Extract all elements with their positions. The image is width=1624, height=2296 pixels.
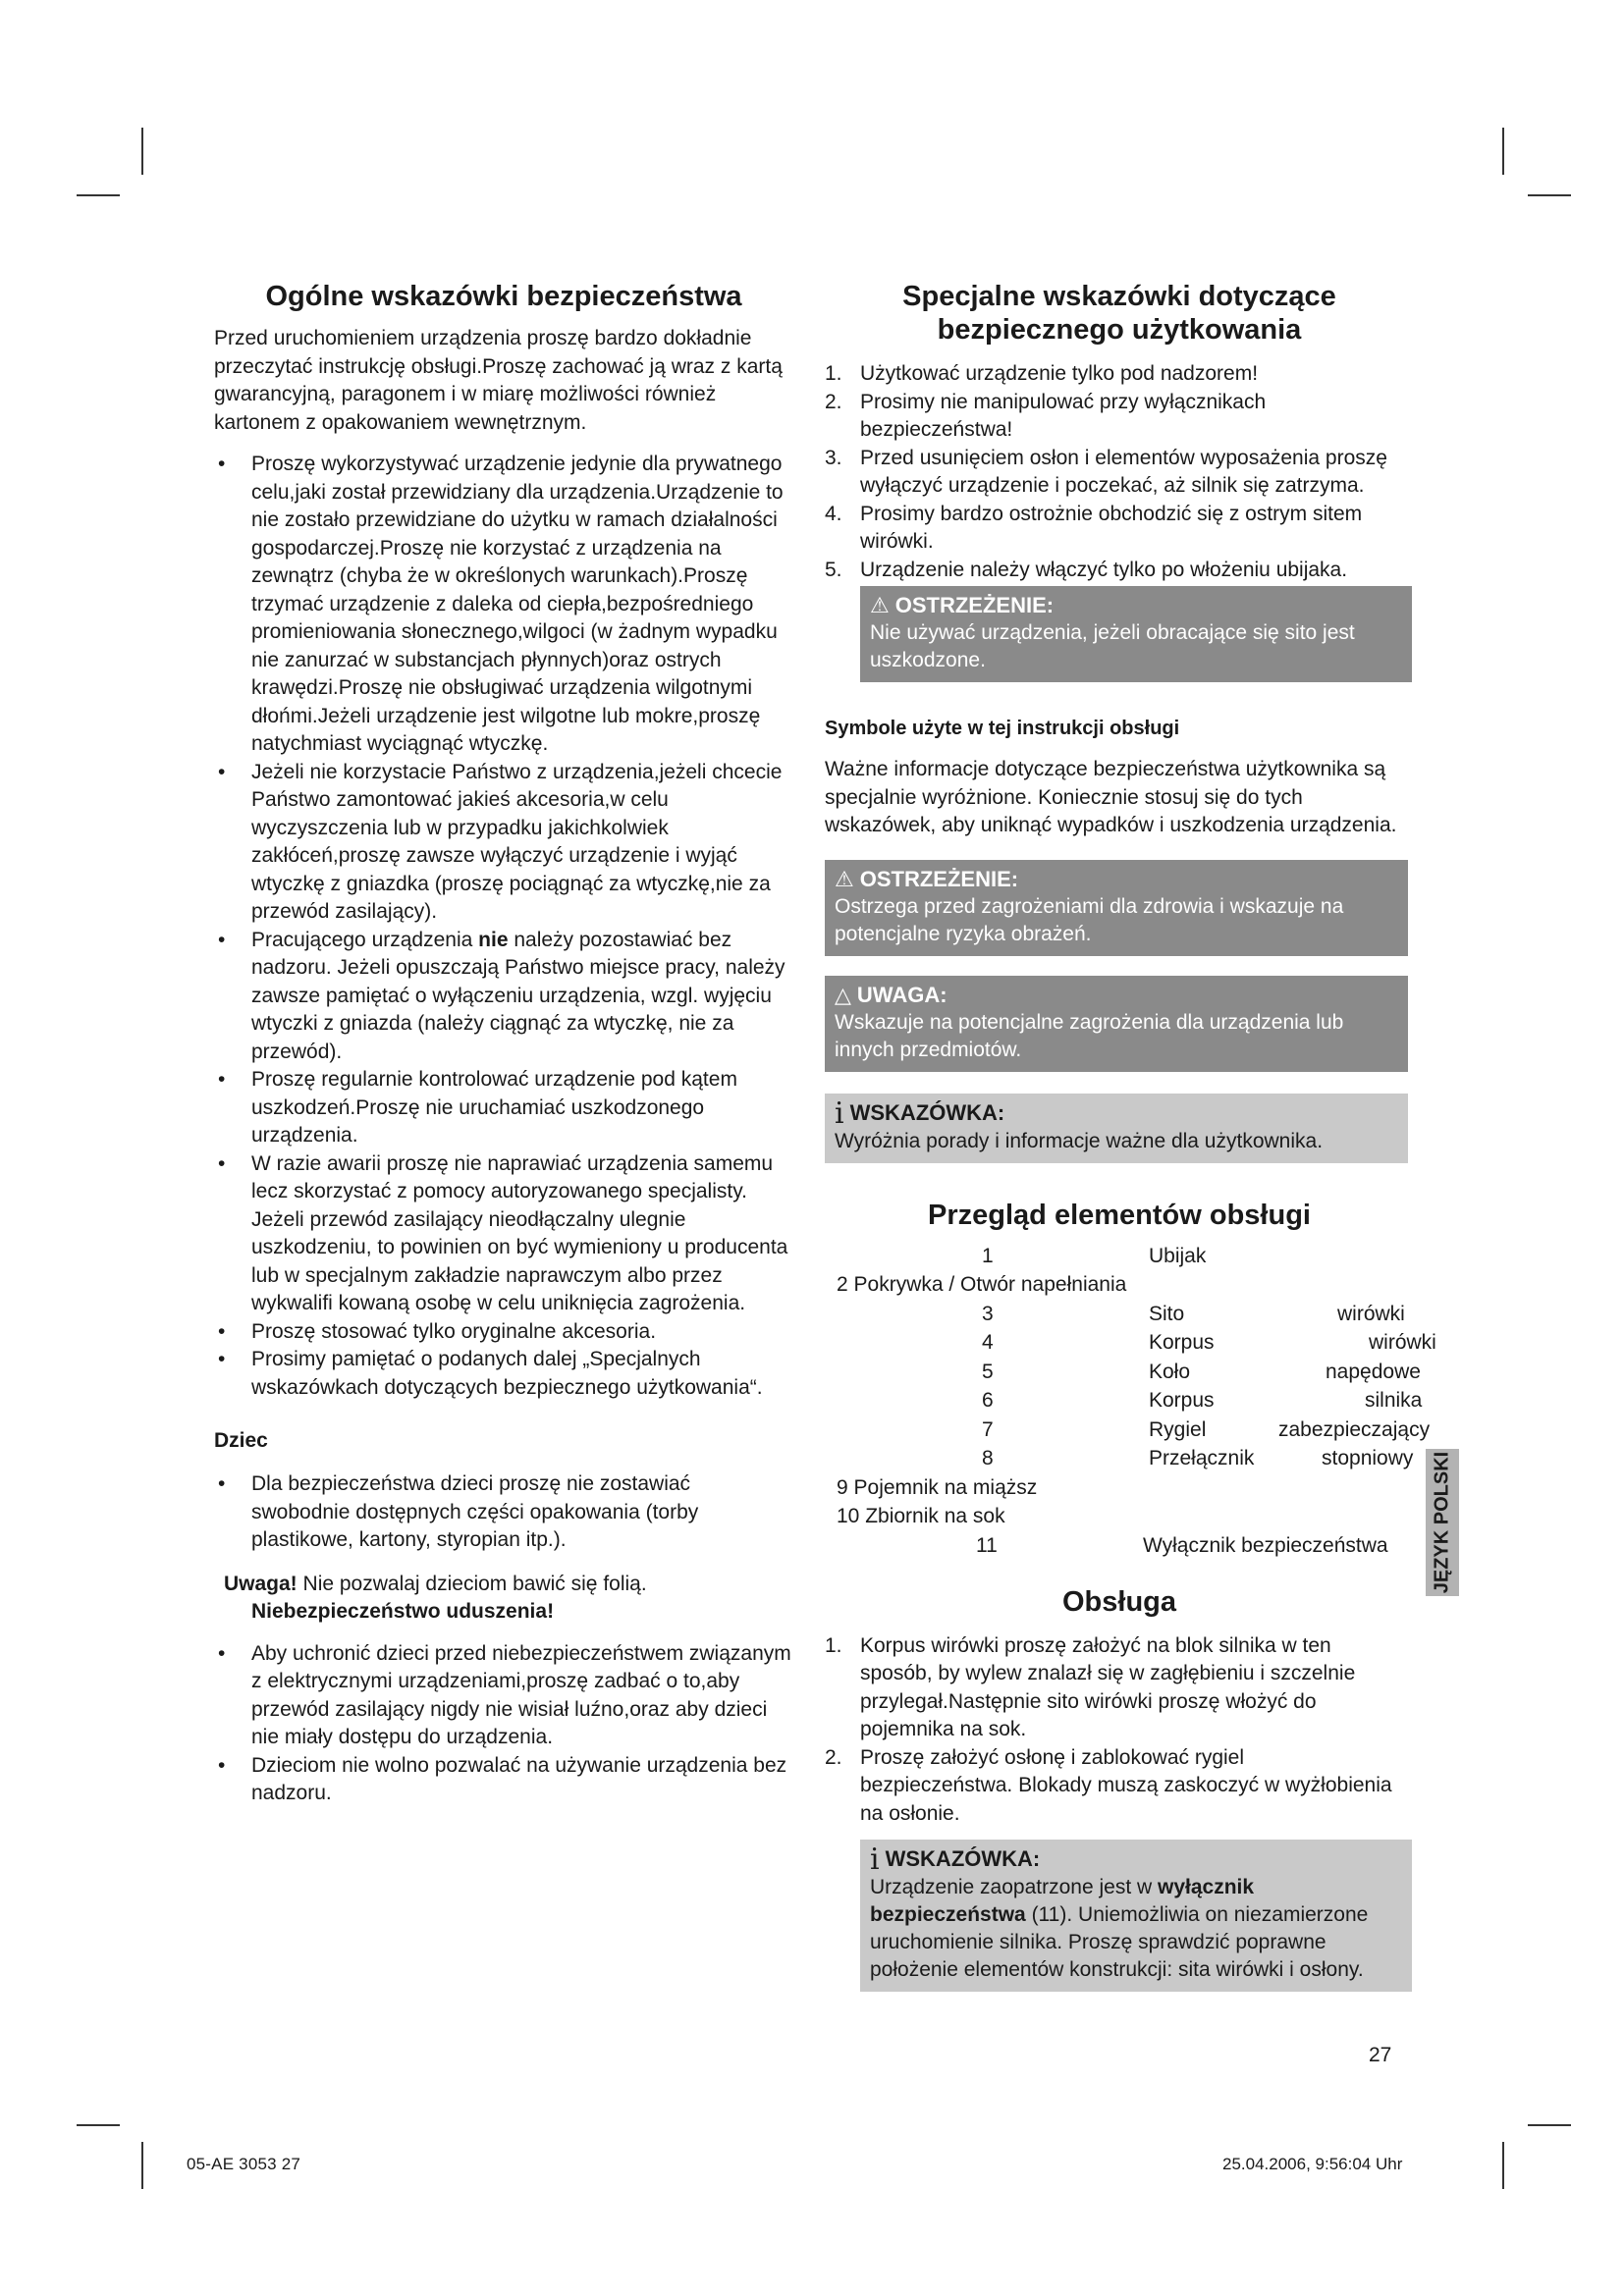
crop-mark	[141, 2142, 143, 2189]
list-item: • Dzieciom nie wolno pozwalać na używanie urządzenia bez nadzoru.	[218, 1753, 787, 1804]
control-label: 2 Pokrywka / Otwór napełniania	[837, 1273, 1127, 1296]
controls-overview	[825, 1242, 1436, 1566]
children-title: Dziec	[214, 1429, 268, 1452]
symbols-title: Symbole użyte w tej instrukcji obsługi	[825, 718, 1180, 739]
overview-title: Przegląd elementów obsługi	[928, 1199, 1311, 1231]
warning-box: ⚠ OSTRZEŻENIE: Nie używać urządzenia, jeżeli obracające się sito jest uszkodzone.	[860, 586, 1412, 682]
control-label: Koło	[1149, 1360, 1191, 1383]
control-label-suffix: wirówki	[1369, 1331, 1436, 1354]
special-safety-list	[825, 360, 1414, 584]
control-number: 3	[982, 1302, 994, 1325]
children-list	[214, 1470, 793, 1555]
control-label: 9 Pojemnik na miąższ	[837, 1475, 1038, 1499]
list-item: • Dla bezpieczeństwa dzieci proszę nie zostawiać swobodnie dostępnych części opakowania (torby plastikowe, kartony, styropian itp.).	[218, 1472, 699, 1551]
list-item: • Proszę stosować tylko oryginalne akcesoria.	[218, 1319, 657, 1343]
suffocation-warning: Uwaga! Nie pozwalaj dzieciom bawić się folią. Niebezpieczeństwo uduszenia!	[224, 1572, 647, 1623]
info-icon: i	[870, 1842, 880, 1877]
control-number: 5	[982, 1360, 994, 1383]
crop-mark	[1528, 2124, 1571, 2126]
control-number: 7	[982, 1417, 994, 1441]
control-number: 6	[982, 1389, 994, 1412]
info-icon: i	[835, 1095, 844, 1131]
list-item: 1. Użytkować urządzenie tylko pod nadzorem!	[825, 362, 1259, 385]
special-safety-title: Specjalne wskazówki dotyczące bezpiecznego użytkowania	[902, 281, 1336, 346]
control-label: Ubijak	[1149, 1244, 1207, 1267]
children-list-2	[214, 1640, 793, 1808]
crop-mark	[1528, 194, 1571, 196]
list-item: 5. Urządzenie należy włączyć tylko po włożeniu ubijaka.	[825, 558, 1348, 581]
control-label-suffix: silnika	[1365, 1389, 1423, 1412]
control-label-suffix: wirówki	[1337, 1302, 1405, 1325]
caution-triangle-icon: △	[835, 982, 851, 1007]
list-item: 2. Proszę założyć osłonę i zablokować rygiel bezpieczeństwa. Blokady muszą zaskoczyć w wyżłobienia na osłonie.	[825, 1745, 1392, 1825]
control-number: 1	[982, 1244, 994, 1267]
list-item: 4. Prosimy bardzo ostrożnie obchodzić się z ostrym sitem wirówki.	[825, 502, 1363, 553]
warning-symbol-box: ⚠ OSTRZEŻENIE: Ostrzega przed zagrożeniami dla zdrowia i wskazuje na potencjalne ryzyka obrażeń.	[825, 860, 1408, 956]
control-label-suffix: stopniowy	[1322, 1447, 1414, 1469]
control-label: 10 Zbiornik na sok	[837, 1505, 1005, 1527]
crop-mark	[1502, 128, 1504, 175]
crop-mark	[77, 194, 120, 196]
page-number: 27	[1369, 2044, 1392, 2066]
warning-triangle-icon: ⚠	[835, 866, 854, 891]
control-label: Wyłącznik bezpieczeństwa	[1143, 1533, 1388, 1557]
control-label: Rygiel	[1149, 1417, 1207, 1441]
general-safety-list	[214, 451, 793, 1402]
footer-imprint: 05-AE 3053 27	[187, 2155, 301, 2173]
note-symbol-box: i WSKAZÓWKA: Wyróżnia porady i informacje ważne dla użytkownika.	[825, 1094, 1408, 1163]
control-label: Przełącznik	[1149, 1447, 1255, 1469]
list-item: • Jeżeli nie korzystacie Państwo z urządzenia,jeżeli chcecie Państwo zamontować jakieś akcesoria,w celu wyczyszczenia lub w przypadku jakichkolwiek zakłóceń,proszę zawsze wyłączyć urządzenie i wyjąć wtyczkę z gniazdka (proszę pociągnąć za wtyczkę,nie za przewód zasilający).	[218, 760, 783, 923]
list-item: • Proszę wykorzystywać urządzenie jedynie dla prywatnego celu,jaki został przewidziany dla urządzenia.Urządzenie to nie zostało przewidziane do użytku w ramach działalności gospodarczej.Proszę nie korzystać z urządzenia na zewnątrz (chyba że w określonych warunkach).Proszę trzymać urządzenie z daleka od ciepła,bezpośredniego promieniowania słonecznego,wilgoci (w żadnym wypadku nie zanurzać w substancjach płynnych)oraz ostrych krawędzi.Proszę nie obsługiwać urządzenia wilgotnymi dłońmi.Jeżeli urządzenie jest wilgotne lub mokre,proszę natychmiast wyciągnąć wtyczkę.	[218, 453, 784, 755]
left-column	[214, 280, 793, 1808]
general-safety-title: Ogólne wskazówki bezpieczeństwa	[265, 281, 742, 312]
control-number: 11	[976, 1533, 998, 1557]
operation-list	[825, 1632, 1394, 1829]
list-item: 2. Prosimy nie manipulować przy wyłącznikach bezpieczeństwa!	[825, 390, 1267, 441]
control-label: Korpus	[1149, 1331, 1215, 1354]
list-item: • W razie awarii proszę nie naprawiać urządzenia samemu lecz skorzystać z pomocy autoryzowanego specjalisty. Jeżeli przewód zasilający nieodłączalny ulegnie uszkodzeniu, to powinien on być wymieniony u producenta lub w specjalnym zakładzie naprawczym albo przez wykwalifi kowaną osobę w celu uniknięcia zagrożenia.	[218, 1151, 788, 1314]
control-label: Sito	[1149, 1302, 1185, 1325]
list-item: • Aby uchronić dzieci przed niebezpieczeństwem związanym z elektrycznymi urządzeniami,proszę zadbać o to,aby przewód zasilający nigdy nie wisiał luźno,oraz aby dzieci nie miały dostępu do urządzenia.	[218, 1641, 791, 1748]
caution-symbol-box: △ UWAGA: Wskazuje na potencjalne zagrożenia dla urządzenia lub innych przedmiotów.	[825, 976, 1408, 1072]
general-safety-intro: Przed uruchomieniem urządzenia proszę bardzo dokładnie przeczytać instrukcję obsługi.Proszę zachować ją wraz z kartą gwarancyjną, paragonem i w miarę możliwości również kartonem z opakowaniem wewnętrznym.	[214, 327, 783, 434]
list-item: • Proszę regularnie kontrolować urządzenie pod kątem uszkodzeń.Proszę nie uruchamiać uszkodzonego urządzenia.	[218, 1068, 737, 1147]
list-item: • Prosimy pamiętać o podanych dalej „Specjalnych wskazówkach dotyczących bezpiecznego użytkowania“.	[218, 1348, 763, 1399]
right-column	[825, 280, 1436, 1992]
safety-switch-note-box: i WSKAZÓWKA: Urządzenie zaopatrzone jest w wyłącznik bezpieczeństwa (11). Uniemożliwia on niezamierzone uruchomienie silnika. Proszę sprawdzić poprawne położenie elementów konstrukcji: sita wirówki i osłony.	[860, 1840, 1412, 1992]
control-number: 8	[982, 1447, 994, 1469]
list-item: 3. Przed usunięciem osłon i elementów wyposażenia proszę wyłączyć urządzenie i poczekać, aż silnik się zatrzyma.	[825, 446, 1387, 497]
footer-timestamp: 25.04.2006, 9:56:04 Uhr	[1222, 2155, 1403, 2173]
list-item: • Pracującego urządzenia nie należy pozostawiać bez nadzoru. Jeżeli opuszczają Państwo miejsce pracy, należy zawsze pamiętać o wyłączeniu urządzenia, wzgl. wyjęciu wtyczki z gniazda (należy ciągnąć za wtyczkę, nie za przewód).	[218, 928, 785, 1063]
control-number: 4	[982, 1331, 994, 1354]
list-item: 1. Korpus wirówki proszę założyć na blok silnika w ten sposób, by wylew znalazł się w zagłębieniu i szczelnie przylegał.Następnie sito wirówki proszę włożyć do pojemnika na sok.	[825, 1633, 1356, 1740]
language-side-tab: JĘZYK POLSKI	[1426, 1449, 1459, 1596]
crop-mark	[141, 128, 143, 175]
control-label-suffix: zabezpieczający	[1278, 1417, 1431, 1441]
crop-mark	[1502, 2142, 1504, 2189]
symbols-intro: Ważne informacje dotyczące bezpieczeństwa użytkownika są specjalnie wyróżnione. Koniecznie stosuj się do tych wskazówek, aby uniknąć wypadków i uszkodzenia urządzenia.	[825, 758, 1397, 836]
warning-triangle-icon: ⚠	[870, 593, 890, 617]
operation-title: Obsługa	[1061, 1585, 1176, 1618]
control-label-suffix: napędowe	[1326, 1360, 1421, 1383]
control-label: Korpus	[1149, 1389, 1215, 1412]
crop-mark	[77, 2124, 120, 2126]
